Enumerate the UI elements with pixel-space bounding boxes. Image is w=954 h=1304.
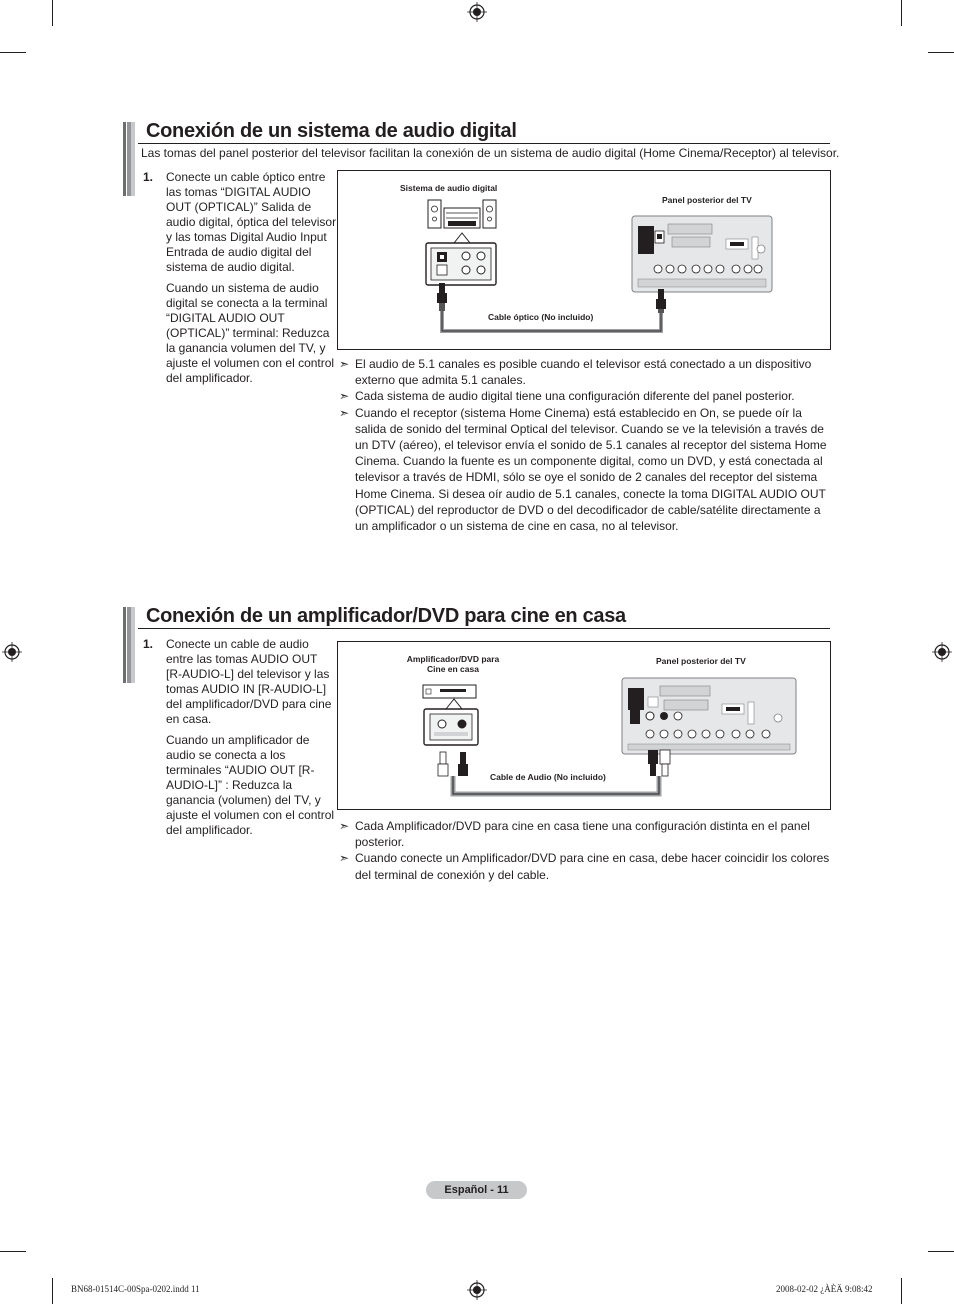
step-paragraph: Conecte un cable óptico entre las tomas “DIGITAL AUDIO OUT (OPTICAL)” Salida de audio digital, óptica del televisor y las tomas Digital Audio Input Entrada de audio digital del sistema de audio digital. <box>166 170 337 274</box>
step-paragraph: Cuando un amplificador de audio se conecta a los terminales “AUDIO OUT [R-AUDIO-L]” : Reduzca la ganancia (volumen) del TV, y ajuste el volumen con el control del amplificador. <box>166 733 335 837</box>
notes-list <box>339 356 833 534</box>
optical-plug <box>656 289 666 313</box>
arrow-icon: ➣ <box>339 389 350 404</box>
note-item: ➣ Cuando conecte un Amplificador/DVD para cine en casa, debe hacer coincidir los colores del terminal de conexión y del cable. <box>339 851 830 882</box>
crop-mark <box>0 1251 26 1252</box>
crop-mark <box>52 1278 53 1304</box>
note-item: ➣ El audio de 5.1 canales es posible cuando el televisor está conectado a un dispositivo externo que admita 5.1 canales. <box>339 357 812 388</box>
registration-mark-icon <box>932 642 952 662</box>
page-number-badge: Español - 11 <box>426 1181 527 1199</box>
section-heading-bar <box>123 607 135 683</box>
step-instructions <box>166 637 336 844</box>
date-slug: 2008-02-02 ¿ÀÈÄ 9:08:42 <box>776 1284 873 1294</box>
crop-mark <box>0 52 26 53</box>
arrow-icon: ➣ <box>339 851 350 866</box>
diagram-label-device: Sistema de audio digital <box>400 183 498 193</box>
diagram-label-device: Amplificador/DVD para Cine en casa <box>406 654 500 674</box>
amplifier-dvd-icon <box>423 685 476 698</box>
optical-connection-diagram <box>337 170 831 350</box>
optical-connection-illustration <box>338 171 832 351</box>
crop-mark <box>52 0 53 26</box>
step-paragraph: Conecte un cable de audio entre las tomas AUDIO OUT [R-AUDIO-L] del televisor y las tomas AUDIO IN [R-AUDIO-L] del amplificador/DVD para cine en casa. <box>166 637 332 726</box>
crop-mark <box>928 52 954 53</box>
registration-mark-icon <box>467 2 487 22</box>
diagram-label-panel: Panel posterior del TV <box>656 656 746 666</box>
section-heading-bar <box>123 122 135 196</box>
crop-mark <box>928 1251 954 1252</box>
registration-mark-icon <box>2 642 22 662</box>
section-title: Conexión de un sistema de audio digital <box>146 120 517 142</box>
diagram-label-cable: Cable óptico (No incluido) <box>488 312 594 322</box>
diagram-label-cable: Cable de Audio (No incluido) <box>490 772 606 782</box>
note-item: ➣ Cuando el receptor (sistema Home Cinema) está establecido en On, se puede oír la salida de sonido del terminal Optical del televisor. Cuando se ve la televisión a través de un DTV (aéreo), el televisor envía el sonido de 5.1 canales al receptor del sistema Home Cinema. Cuando la fuente es un componente digital, como un DVD, y está conectada al televisor a través de HDMI, sólo se oye el sonido de 2 canales del receptor del sistema Home Cinema. Si desea oír audio de 5.1 canales, conecte la toma DIGITAL AUDIO OUT (OPTICAL) del reproductor de DVD o del decodificador de cable/satélite directamente a un amplificador o un sistema de cine en casa, no al televisor. <box>339 405 827 534</box>
rca-plug-white <box>438 752 448 776</box>
tv-back-panel <box>632 216 772 292</box>
note-item: ➣ Cada sistema de audio digital tiene una configuración diferente del panel posterior. <box>339 389 795 404</box>
section-rule <box>138 628 830 629</box>
receiver-back-panel <box>426 243 496 285</box>
amplifier-back-panel <box>424 709 478 745</box>
registration-mark-icon <box>467 1280 487 1300</box>
audio-connection-diagram <box>337 641 831 810</box>
file-slug: BN68-01514C-00Spa-0202.indd 11 <box>71 1284 200 1294</box>
section-intro: Las tomas del panel posterior del televisor facilitan la conexión de un sistema de audio digital (Home Cinema/Receptor) al televisor. <box>141 146 840 160</box>
step-paragraph: Cuando un sistema de audio digital se conecta a la terminal “DIGITAL AUDIO OUT (OPTICAL)” terminal: Reduzca la ganancia volumen del TV, y ajuste el volumen con el control del amplificador. <box>166 281 335 385</box>
arrow-icon: ➣ <box>339 357 350 371</box>
arrow-icon: ➣ <box>339 819 350 833</box>
note-item: ➣ Cada Amplificador/DVD para cine en casa tiene una configuración distinta en el panel posterior. <box>339 819 810 850</box>
crop-mark <box>901 0 902 26</box>
crop-mark <box>901 1278 902 1304</box>
step-number: 1. <box>143 170 154 184</box>
optical-plug <box>437 283 447 311</box>
audio-system-icon <box>428 200 496 228</box>
rca-plug-red <box>458 752 468 776</box>
step-number: 1. <box>143 637 154 651</box>
tv-back-panel <box>622 678 796 754</box>
rca-plug-red <box>648 750 658 776</box>
step-instructions <box>166 170 338 392</box>
section-title: Conexión de un amplificador/DVD para cine en casa <box>146 605 626 627</box>
arrow-icon: ➣ <box>339 405 350 420</box>
diagram-label-panel: Panel posterior del TV <box>662 195 752 205</box>
notes-list <box>339 818 833 883</box>
rca-plug-white <box>660 750 670 776</box>
section-rule <box>138 143 830 144</box>
